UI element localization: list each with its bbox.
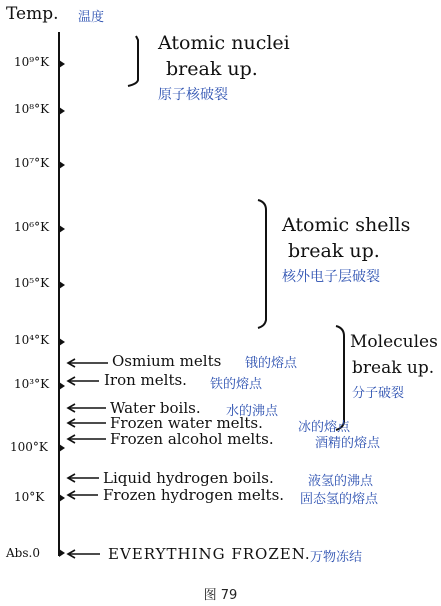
tick-label: 10⁷°K — [14, 156, 50, 170]
range-nuclei-line2: break up. — [166, 58, 258, 80]
bracket-molecules — [336, 326, 344, 430]
tick-label: 10⁵°K — [14, 276, 50, 290]
tick-mark — [59, 225, 65, 233]
event-liquid-hydrogen-boils-cn: 液氢的沸点 — [308, 474, 374, 489]
range-shells-line2: break up. — [288, 240, 380, 262]
tick-label: 10⁹°K — [14, 55, 50, 69]
axis-title: Temp. — [6, 4, 59, 24]
event-frozen-hydrogen-melts: Frozen hydrogen melts. — [103, 486, 285, 504]
bracket-shells — [258, 200, 266, 328]
event-water-boils-cn: 水的沸点 — [226, 404, 279, 419]
tick-mark — [59, 107, 65, 115]
range-nuclei-cn: 原子核破裂 — [158, 87, 228, 103]
event-frozen-water-melts-cn: 冰的熔点 — [298, 420, 351, 435]
range-molecules-line1: Molecules — [350, 332, 438, 352]
tick-mark — [59, 444, 65, 452]
event-everything-frozen-cn: 万物冻结 — [310, 550, 363, 565]
tick-mark — [59, 60, 65, 68]
range-shells-cn: 核外电子层破裂 — [282, 269, 380, 285]
tick-mark — [59, 338, 65, 346]
event-frozen-alcohol-melts-cn: 酒精的熔点 — [315, 436, 381, 451]
range-molecules-line2: break up. — [352, 358, 435, 378]
event-water-boils: Water boils. — [110, 399, 201, 417]
tick-mark — [59, 549, 65, 557]
event-osmium-melts: Osmium melts — [112, 352, 222, 370]
event-frozen-water-melts: Frozen water melts. — [110, 414, 263, 432]
figure-caption: 图 79 — [203, 588, 238, 603]
tick-label: 10°K — [14, 490, 45, 504]
event-frozen-hydrogen-melts-cn: 固态氢的熔点 — [300, 492, 379, 507]
bracket-nuclei — [128, 36, 138, 86]
tick-label: 100°K — [10, 440, 48, 454]
range-nuclei-line1: Atomic nuclei — [158, 32, 290, 54]
tick-label: 10⁶°K — [14, 220, 50, 234]
event-liquid-hydrogen-boils: Liquid hydrogen boils. — [103, 469, 274, 487]
tick-mark — [59, 281, 65, 289]
tick-mark — [59, 494, 65, 502]
event-osmium-melts-cn: 锇的熔点 — [245, 356, 298, 371]
tick-mark — [59, 382, 65, 390]
axis-title-cn: 温度 — [78, 10, 105, 25]
event-everything-frozen: EVERYTHING FROZEN. — [108, 545, 311, 563]
event-iron-melts-cn: 铁的熔点 — [210, 377, 263, 392]
event-iron-melts: Iron melts. — [104, 371, 187, 389]
range-shells-line1: Atomic shells — [282, 214, 411, 236]
tick-mark — [59, 161, 65, 169]
tick-label: Abs.0 — [6, 546, 40, 560]
tick-label: 10⁸°K — [14, 102, 50, 116]
tick-label: 10⁴°K — [14, 333, 50, 347]
event-frozen-alcohol-melts: Frozen alcohol melts. — [110, 430, 274, 448]
tick-label: 10³°K — [14, 377, 50, 391]
range-molecules-cn: 分子破裂 — [352, 386, 405, 401]
